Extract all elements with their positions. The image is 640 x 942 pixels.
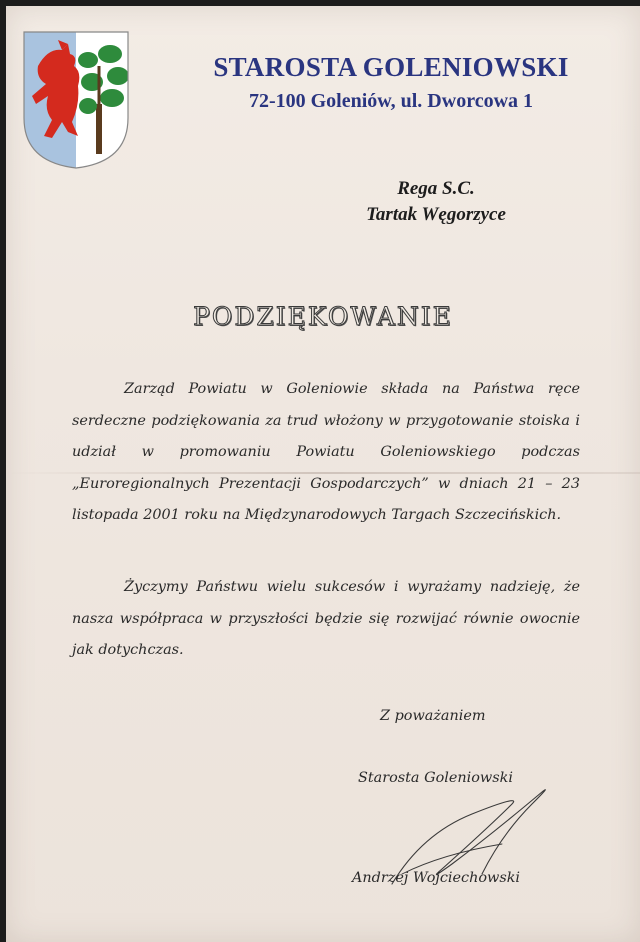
issuer-title: STAROSTA GOLENIOWSKI [213,52,569,82]
closing-phrase: Z poważaniem [380,708,486,724]
body-paragraph-2: Życzymy Państwu wielu sukcesów i wyrażamy nadzieję, że nasza współpraca w przyszłości będzie się rozwijać równie owocnie jak dotychczas. [72,579,580,658]
issuer-address: 72-100 Goleniów, ul. Dworcowa 1 [248,90,534,112]
body-paragraph-1: Zarząd Powiatu w Goleniowie składa na Państwa ręce serdeczne podziękowania za trud włożony w przygotowanie stoiska i udział w promowaniu Powiatu Goleniowskiego podczas „Euroregionalnych Prezentacji Gospodarczych” w dniach 21 – 23 listopada 2001 roku na Międzynarodowych Targach Szczecińskich. [72,381,580,523]
signatory-name: Andrzej Wojciechowski [352,870,521,886]
letter-heading: PODZIĘKOWANIE [193,302,453,331]
recipient-line-1: Rega S.C. [397,178,475,199]
griffin-and-oak-coat-of-arms-icon [18,26,134,172]
signatory-title: Starosta Goleniowski [358,770,513,786]
letter-page [6,6,640,942]
recipient-line-2: Tartak Węgorzyce [366,204,506,225]
